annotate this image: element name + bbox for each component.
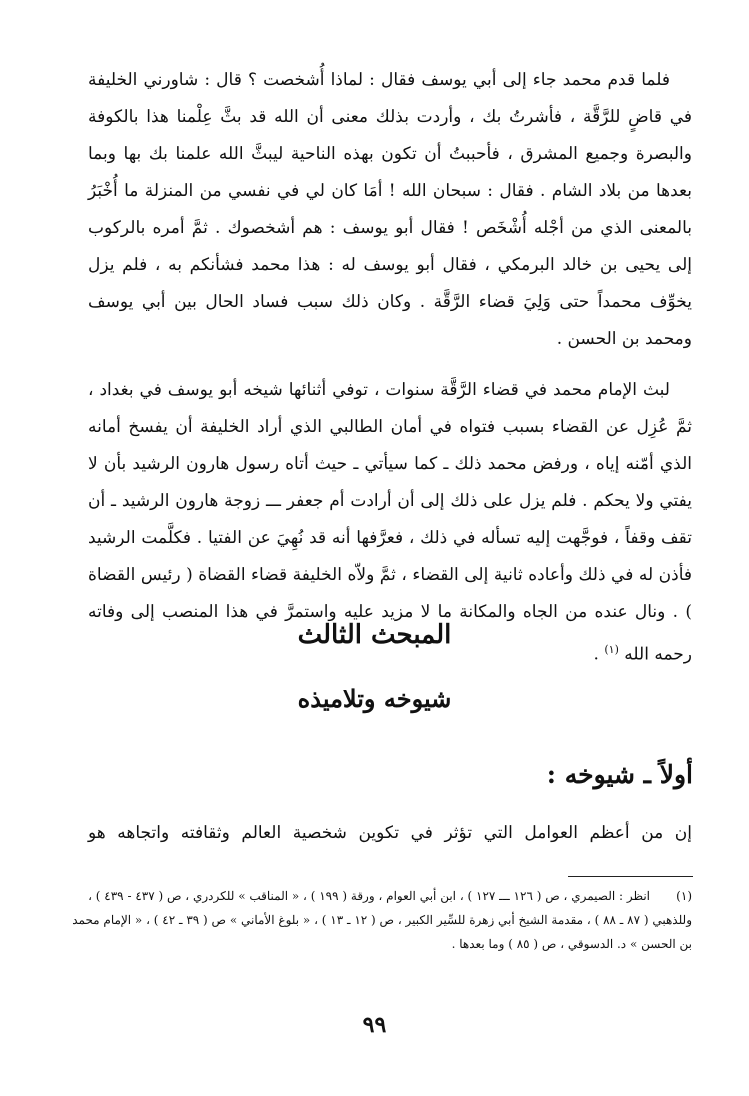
chapter-subheading: شيوخه وتلاميذه — [297, 684, 452, 713]
footnote-text: انظر : الصيمري ، ص ( ١٢٦ ـــ ١٢٧ ) ، ابن أبي العوام ، ورقة ( ١٩٩ ) ، « المناقب » للكردري ، ص ( ٤٣٧ - ٤٣٩ ) ، وللذهبي ( ٨٧ ـ ٨٨ ) ، مقدمة الشيخ أبي زهرة للسِّير الكبير ، ص ( ١٢ ـ ١٣ ) ، « بلوغ الأماني » ص ( ٣٩ ـ ٤٢ ) ، « الإمام محمد بن الحسن » د. الدسوقي ، ص ( ٨٥ ) وما بعدها . — [72, 889, 692, 951]
page-number: ٩٩ — [362, 1012, 387, 1038]
footnote-number: (١) — [676, 889, 692, 903]
section-first-line: إن من أعظم العوامل التي تؤثر في تكوين شخصية العالم وثقافته واتجاهه هو — [88, 823, 692, 843]
footnote-reference: (١) — [604, 643, 619, 656]
paragraph-1: فلما قدم محمد جاء إلى أبي يوسف فقال : لماذا أُشخصت ؟ قال : شاورني الخليفة في قاضٍ للرَّقَّة ، فأشرتُ بك ، وأردت بذلك معنى أن الله قد بثَّ عِلْمنا هذا بالكوفة والبصرة وجميع المشرق ، فأحببتُ أن تكون بهذه الناحية ليبثَّ الله علمنا بك بها وبما بعدها من بلاد الشام . فقال : سبحان الله ! أمَا كان لي في نفسي من المنزلة ما أُخْبَرُ بالمعنى الذي من أجْله أُشْخَص ! فقال أبو يوسف : هم أشخصوك . ثمَّ أمره بالركوب إلى يحيى بن خالد البرمكي ، فقال أبو يوسف له : هذا محمد فشأنكم به ، فلم يزل يخوِّف محمداً حتى وَلِيَ قضاء الرَّقَّة . وكان ذلك سبب فساد الحال بين أبي يوسف ومحمد بن الحسن . — [88, 70, 692, 349]
footnote — [66, 884, 692, 956]
main-text — [88, 62, 692, 674]
section-title: أولاً ـ شيوخه : — [546, 760, 693, 789]
paragraph-2-end: . — [593, 644, 605, 665]
footnote-divider — [568, 876, 693, 877]
paragraph-2-text: لبث الإمام محمد في قضاء الرَّقَّة سنوات ، توفي أثنائها شيخه أبو يوسف في بغداد ، ثمَّ عُزِل عن القضاء بسبب فتواه في أمان الطالبي الذي أراد الخليفة أن يفسخ أمانه الذي أمّنه إياه ، ورفض محمد ذلك ـ كما سيأتي ـ حيث أتاه رسول هارون الرشيد بأن لا يفتي ولا يحكم . فلم يزل على ذلك إلى أن أرادت أم جعفر ـــ زوجة هارون الرشيد ـ أن تقف وقفاً ، فوجَّهت إليه تسأله في ذلك ، فعرَّفها أنه قد نُهِيَ عن الفتيا . فكلَّمت الرشيد فأذن له في ذلك وأعاده ثانية إلى القضاء ، ثمَّ ولاّه الخليفة قضاء القضاة ( رئيس القضاة ) . ونال عنده من الجاه والمكانة ما لا مزيد عليه واستمرَّ في هذا المنصب إلى وفاته رحمه الله — [88, 380, 692, 665]
chapter-heading: المبحث الثالث — [297, 620, 452, 650]
